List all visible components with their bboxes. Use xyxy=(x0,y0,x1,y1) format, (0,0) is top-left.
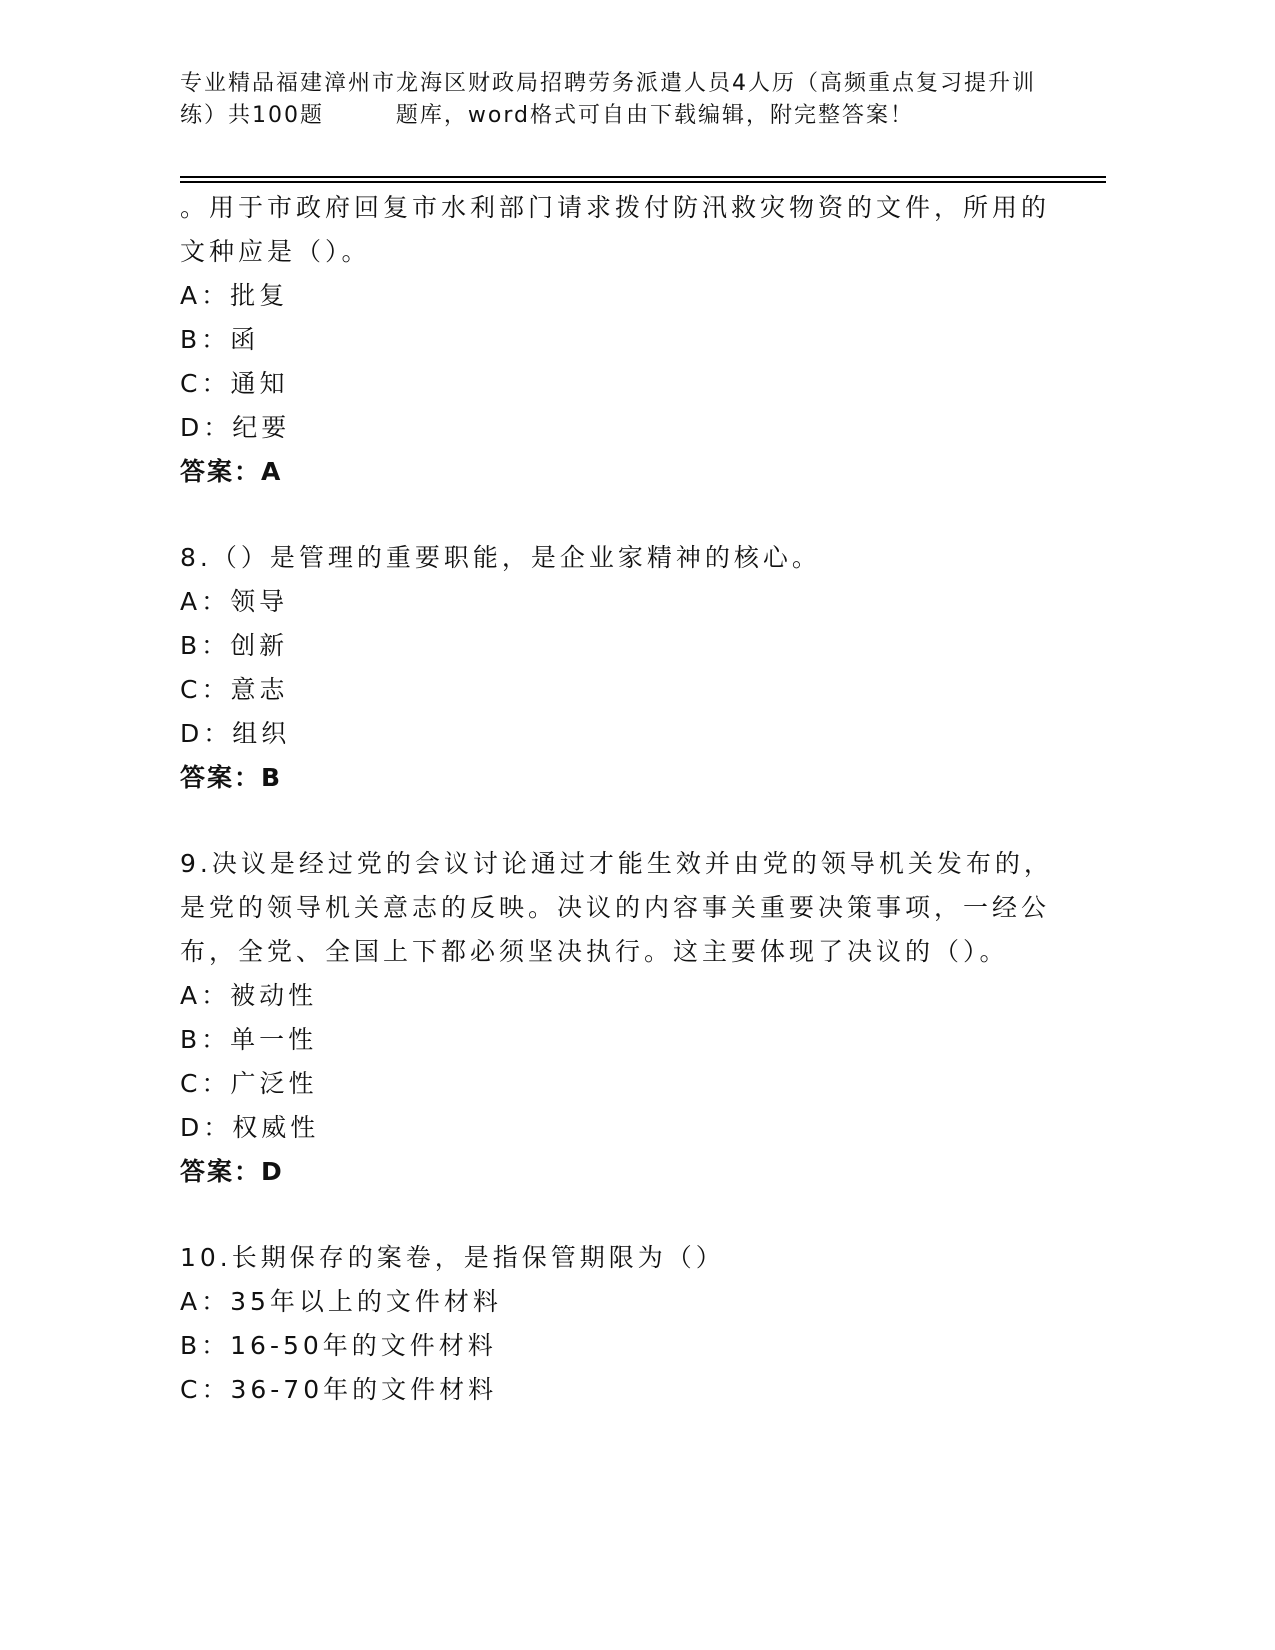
answer: 答案：A xyxy=(180,457,283,486)
option-a: A：35年以上的文件材料 xyxy=(180,1287,502,1316)
option-c: C：通知 xyxy=(180,369,289,398)
question-7 xyxy=(180,186,1110,494)
question-10 xyxy=(180,1236,1110,1412)
option-a: A：领导 xyxy=(180,587,289,616)
header-divider-bottom xyxy=(180,181,1106,183)
question-8 xyxy=(180,536,1110,800)
option-a: A：被动性 xyxy=(180,981,318,1010)
question-9 xyxy=(180,842,1110,1194)
option-b: B：函 xyxy=(180,325,260,354)
answer: 答案：B xyxy=(180,763,283,792)
question-stem: 8.（）是管理的重要职能，是企业家精神的核心。 xyxy=(180,543,821,572)
spacer xyxy=(180,1194,1110,1236)
option-c: C：36-70年的文件材料 xyxy=(180,1375,498,1404)
spacer xyxy=(180,494,1110,536)
question-stem: 9.决议是经过党的会议讨论通过才能生效并由党的领导机关发布的， xyxy=(180,849,1053,878)
question-list xyxy=(180,186,1110,1412)
option-a: A：批复 xyxy=(180,281,289,310)
document-header xyxy=(180,68,1080,132)
option-d: D：组织 xyxy=(180,719,291,748)
question-stem: 。用于市政府回复市水利部门请求拨付防汛救灾物资的文件，所用的 xyxy=(180,193,1051,222)
header-divider-top xyxy=(180,176,1106,178)
question-stem: 文种应是（）。 xyxy=(180,237,371,266)
option-b: B：创新 xyxy=(180,631,289,660)
spacer xyxy=(180,800,1110,842)
header-line-2: 练）共100题 题库，word格式可自由下载编辑，附完整答案！ xyxy=(180,103,915,128)
answer: 答案：D xyxy=(180,1157,284,1186)
option-c: C：广泛性 xyxy=(180,1069,318,1098)
header-line-1: 专业精品福建漳州市龙海区财政局招聘劳务派遣人员4人历（高频重点复习提升训 xyxy=(180,71,1036,96)
option-b: B：单一性 xyxy=(180,1025,318,1054)
question-stem: 布，全党、全国上下都必须坚决执行。这主要体现了决议的（）。 xyxy=(180,937,1009,966)
option-d: D：纪要 xyxy=(180,413,291,442)
question-stem: 10.长期保存的案卷，是指保管期限为（） xyxy=(180,1243,725,1272)
option-b: B：16-50年的文件材料 xyxy=(180,1331,497,1360)
option-d: D：权威性 xyxy=(180,1113,320,1142)
option-c: C：意志 xyxy=(180,675,289,704)
question-stem: 是党的领导机关意志的反映。决议的内容事关重要决策事项，一经公 xyxy=(180,893,1051,922)
